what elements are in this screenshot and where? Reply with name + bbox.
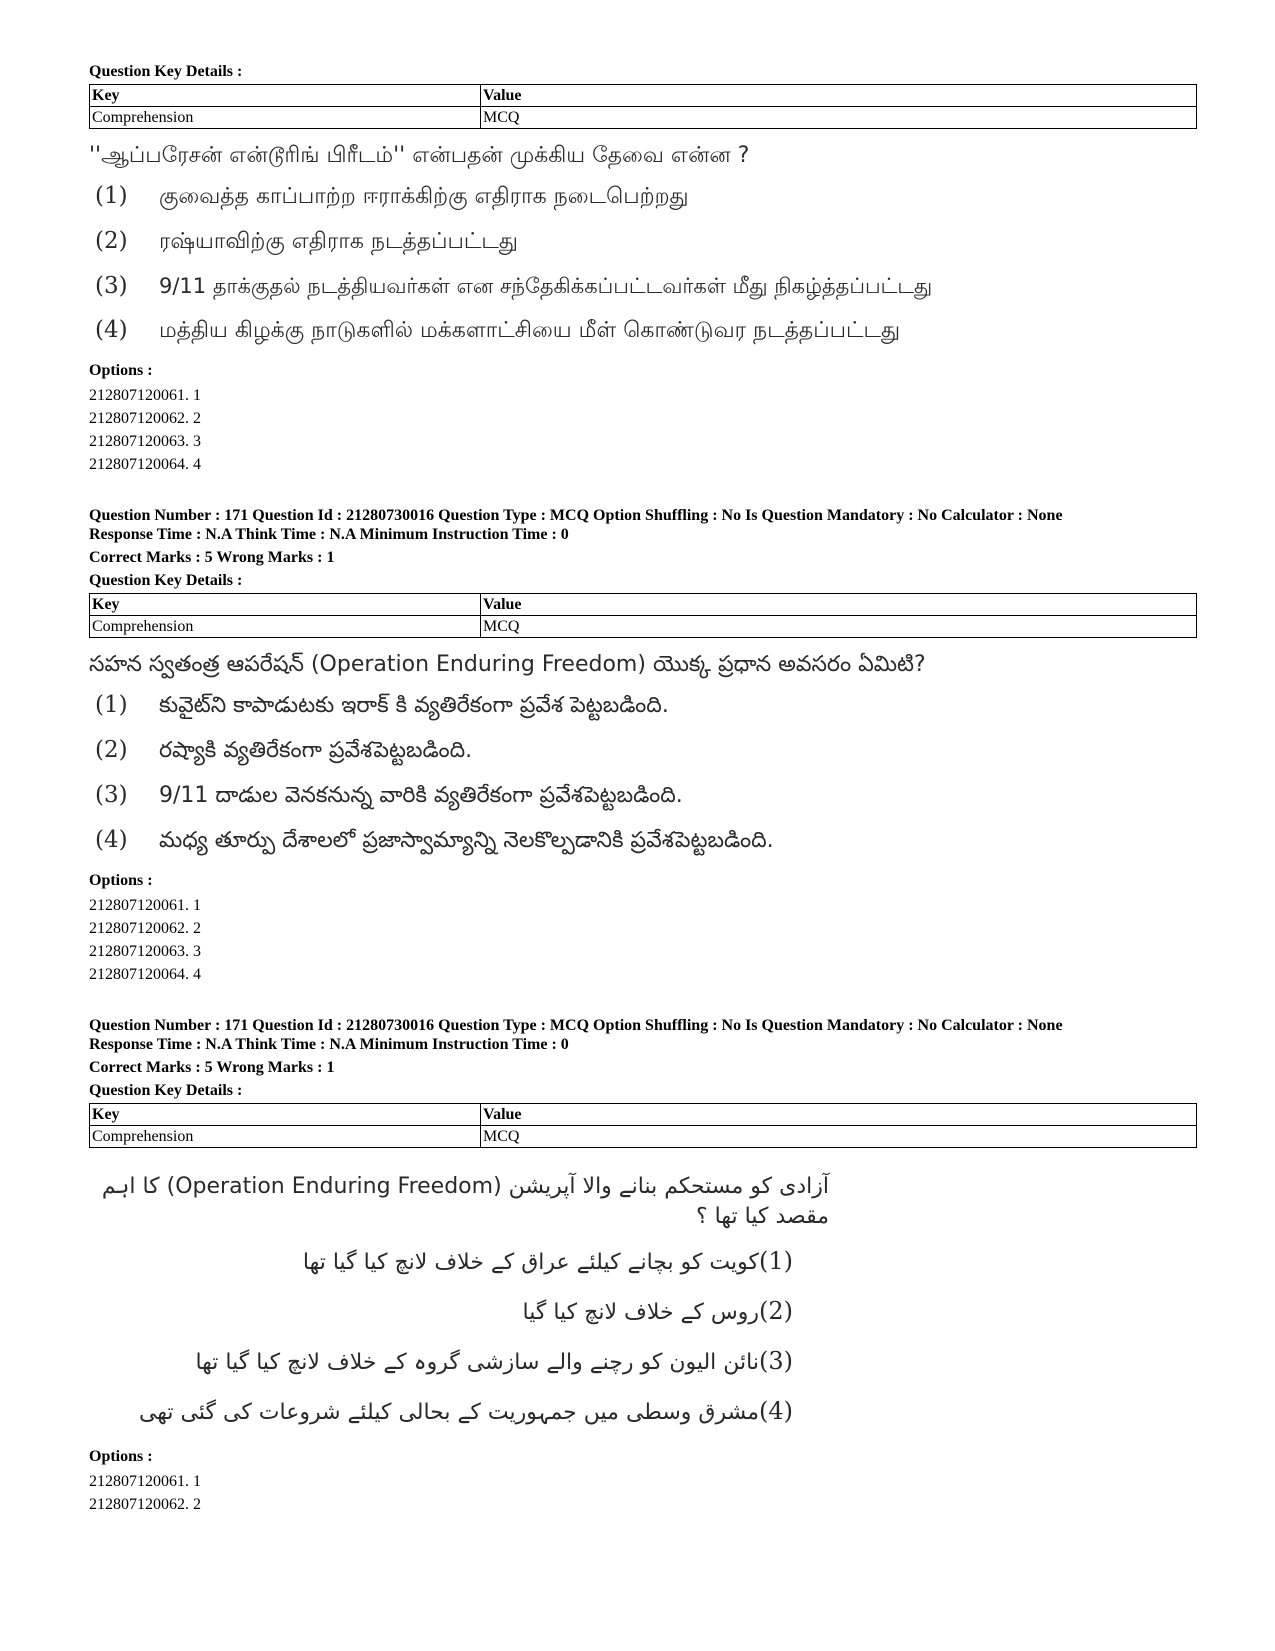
question-text: ''ஆப்பரேசன் என்டூரிங் பிரீடம்'' என்பதன் முக்கிய தேவை என்ன ? [89, 143, 750, 168]
key-details-table [89, 1103, 1197, 1148]
document-page [89, 62, 1199, 1516]
option-item: 212807120064. 4 [89, 966, 201, 983]
option-item: 212807120062. 2 [89, 410, 201, 427]
choice-text: 9/11 దాడుల వెనకనున్న వారికి వ్యతిరేకంగా ప్రవేశపెట్టబడింది. [159, 783, 683, 808]
options-label: Options : [89, 362, 153, 379]
question-block-tamil [89, 62, 1199, 476]
option-item: 212807120061. 1 [89, 1473, 201, 1490]
choice-number: (3) [759, 1347, 793, 1375]
choice-2 [89, 1296, 829, 1328]
table-header-row [90, 1104, 1197, 1126]
question-meta-line-2: Response Time : N.A Think Time : N.A Minimum Instruction Time : 0 [89, 1036, 569, 1053]
choice-text: 9/11 தாக்குதல் நடத்தியவர்கள் என சந்தேகிக்கப்பட்டவர்கள் மீது நிகழ்த்தப்பட்டது [159, 274, 933, 298]
table-header-row [90, 594, 1197, 616]
choice-2 [95, 735, 1199, 766]
choice-number: (1) [95, 183, 128, 209]
choice-text: مشرق وسطی میں جمہوریت کے بحالی کیلئے شروعات کی گئی تھی [138, 1400, 759, 1425]
key-details-label: Question Key Details : [89, 1082, 243, 1099]
choice-text: కువైట్‌ని కాపాడుటకు ఇరాక్ కి వ్యతిరేకంగా ప్రవేశ పెట్టబడింది. [159, 693, 669, 718]
options-list [89, 384, 1199, 476]
choice-number: (2) [759, 1297, 793, 1325]
choice-number: (4) [95, 317, 128, 343]
key-cell: Comprehension [90, 616, 481, 638]
key-header: Key [90, 594, 481, 616]
choice-1 [89, 1246, 829, 1278]
table-row [90, 1126, 1197, 1148]
key-details-label: Question Key Details : [89, 572, 243, 589]
key-header: Key [90, 85, 481, 107]
marks-line: Correct Marks : 5 Wrong Marks : 1 [89, 1059, 335, 1076]
options-list [89, 894, 1199, 986]
option-item: 212807120062. 2 [89, 920, 201, 937]
choice-number: (2) [95, 228, 128, 254]
choice-number: (1) [95, 692, 128, 718]
choice-4 [95, 315, 1199, 346]
question-meta-line-1: Question Number : 171 Question Id : 21280730016 Question Type : MCQ Option Shuffling : No Is Question Mandatory : No Calculator : None [89, 1017, 1063, 1034]
option-item: 212807120062. 2 [89, 1496, 201, 1513]
value-header: Value [481, 594, 1197, 616]
table-header-row [90, 85, 1197, 107]
question-block-telugu [89, 506, 1199, 986]
choice-text: మధ్య తూర్పు దేశాలలో ప్రజాస్వామ్యాన్ని నెలకొల్పడానికి ప్రవేశపెట్టబడింది. [159, 828, 774, 853]
choice-number: (2) [95, 737, 128, 763]
choice-number: (1) [759, 1247, 793, 1275]
option-item: 212807120061. 1 [89, 897, 201, 914]
choice-number: (3) [95, 782, 128, 808]
question-block-urdu [89, 1016, 1199, 1516]
value-header: Value [481, 85, 1197, 107]
value-cell: MCQ [481, 616, 1197, 638]
choice-text: மத்திய கிழக்கு நாடுகளில் மக்களாட்சியை மீள் கொண்டுவர நடத்தப்பட்டது [159, 318, 901, 343]
question-meta-line-2: Response Time : N.A Think Time : N.A Minimum Instruction Time : 0 [89, 526, 569, 543]
table-row [90, 107, 1197, 129]
choice-text: نائن الیون کو رچنے والے سازشی گروہ کے خلاف لانچ کیا گیا تھا [195, 1350, 759, 1375]
question-meta-line-1: Question Number : 171 Question Id : 21280730016 Question Type : MCQ Option Shuffling : No Is Question Mandatory : No Calculator : None [89, 507, 1063, 524]
key-cell: Comprehension [90, 107, 481, 129]
choice-3 [95, 780, 1199, 811]
options-label: Options : [89, 872, 153, 889]
value-cell: MCQ [481, 107, 1197, 129]
option-item: 212807120063. 3 [89, 433, 201, 450]
key-header: Key [90, 1104, 481, 1126]
choice-text: రష్యాకి వ్యతిరేకంగా ప్రవేశపెట్టబడింది. [159, 738, 473, 763]
options-label: Options : [89, 1448, 153, 1465]
options-list [89, 1470, 1199, 1516]
choice-number: (3) [95, 273, 128, 299]
option-item: 212807120064. 4 [89, 456, 201, 473]
marks-line: Correct Marks : 5 Wrong Marks : 1 [89, 549, 335, 566]
choice-text: ரஷ்யாவிற்கு எதிராக நடத்தப்பட்டது [159, 229, 519, 254]
choice-3 [95, 271, 1199, 301]
choice-number: (4) [759, 1397, 793, 1425]
key-cell: Comprehension [90, 1126, 481, 1148]
choice-text: روس کے خلاف لانچ کیا گیا [522, 1300, 759, 1325]
choice-3 [89, 1346, 829, 1378]
option-item: 212807120061. 1 [89, 387, 201, 404]
choice-number: (4) [95, 827, 128, 853]
value-cell: MCQ [481, 1126, 1197, 1148]
key-details-table [89, 593, 1197, 638]
choice-1 [95, 181, 1199, 212]
choice-text: کویت کو بچانے کیلئے عراق کے خلاف لانچ کیا گیا تھا [302, 1250, 759, 1275]
choice-4 [89, 1396, 829, 1428]
choice-2 [95, 226, 1199, 257]
option-item: 212807120063. 3 [89, 943, 201, 960]
choice-4 [95, 825, 1199, 856]
choice-1 [95, 690, 1199, 721]
question-text: సహన స్వతంత్ర ఆపరేషన్ (Operation Enduring Freedom) యొక్క ప్రధాన అవసరం ఏమిటి? [89, 652, 926, 677]
key-details-label: Question Key Details : [89, 63, 243, 80]
choice-text: குவைத்த காப்பாற்ற ஈராக்கிற்கு எதிராக நடைபெற்றது [159, 184, 689, 209]
key-details-table [89, 84, 1197, 129]
question-text: آزادی کو مستحکم بنانے والا آپریشن (Operation Enduring Freedom) کا اہم مقصد کیا تھا ؟ [101, 1174, 829, 1229]
value-header: Value [481, 1104, 1197, 1126]
table-row [90, 616, 1197, 638]
